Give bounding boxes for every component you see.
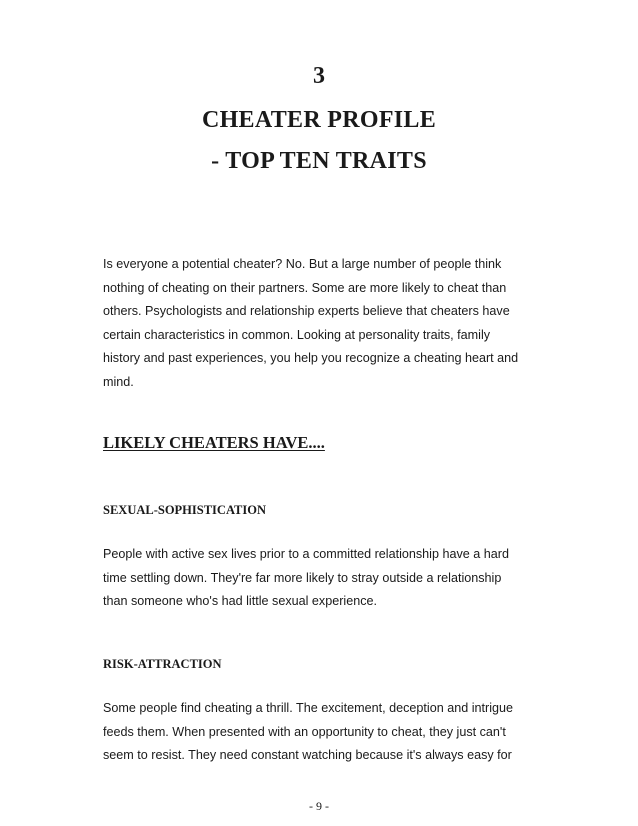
section-heading: LIKELY CHEATERS HAVE.... [103,433,325,452]
page-number: - 9 - [309,799,329,813]
chapter-title-line-1: CHEATER PROFILE [201,107,437,133]
trait-heading-sexual-sophistication: SEXUAL-SOPHISTICATION [103,503,267,517]
trait-heading-risk-attraction: RISK-ATTRACTION [103,657,222,671]
intro-paragraph: Is everyone a potential cheater? No. But a large number of people think nothing of cheating on their partners. Some are more likely to cheat than others. Psychologists and relationship experts believe that cheaters have certain characteristics in common. Looking at personality traits, family history and past experiences, you help you recognize a cheating heart and mind. [103,257,519,389]
trait-paragraph-sexual-sophistication: People with active sex lives prior to a committed relationship have a hard time settling down. They're far more likely to stray outside a relationship than someone who's had little sexual experience. [103,547,510,608]
chapter-title-line-2: - TOP TEN TRAITS [211,148,427,174]
trait-paragraph-risk-attraction: Some people find cheating a thrill. The excitement, deception and intrigue feeds them. When presented with an opportunity to cheat, they just can't seem to resist. They need constant watching because it's always easy for [103,701,514,762]
chapter-number: 3 [313,63,325,89]
